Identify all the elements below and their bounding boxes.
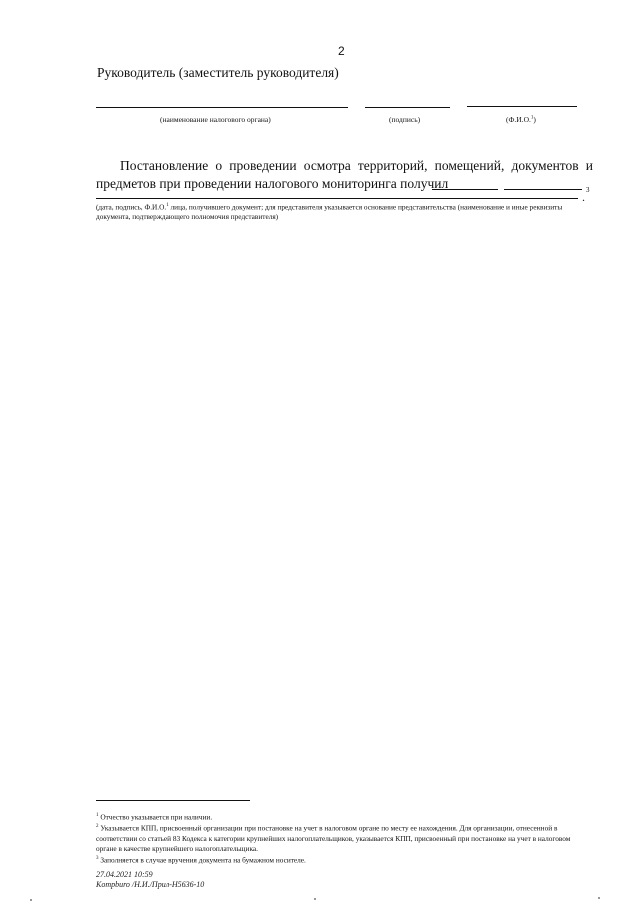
tax-authority-caption: (наименование налогового органа) bbox=[160, 115, 271, 124]
tax-authority-line bbox=[96, 107, 348, 108]
head-title: Руководитель (заместитель руководителя) bbox=[97, 65, 339, 80]
scan-speck bbox=[314, 898, 316, 900]
signature-line bbox=[365, 107, 450, 108]
statement-line-2: предметов при проведении налогового мониторинга получил bbox=[96, 176, 449, 191]
received-full-line bbox=[96, 198, 578, 199]
received-note-sup: 1 bbox=[166, 203, 169, 208]
statement-line-1: Постановление о проведении осмотра территорий, помещений, документов и bbox=[120, 158, 593, 173]
received-note: (дата, подпись, Ф.И.О.$^1$ лица, получившего документ; для представителя указывается основание представительства (наименование и иные реквизиты документа, подтверждающего полномочия представителя) bbox=[96, 202, 563, 222]
stamp-source: Kompburo /Н.И./Прил-Н5636-10 bbox=[96, 880, 205, 889]
scan-speck bbox=[30, 899, 32, 901]
signature-caption: (подпись) bbox=[389, 115, 421, 124]
page-number: 2 bbox=[338, 44, 345, 58]
footnote-rule bbox=[96, 800, 250, 801]
stamp-datetime: 27.04.2021 10:59 bbox=[96, 870, 153, 879]
statement-end-mark: . bbox=[582, 190, 585, 204]
fio-caption-sup: 1 bbox=[530, 115, 534, 121]
footnotes bbox=[96, 811, 590, 865]
statement-end-sup: 3 bbox=[586, 186, 590, 194]
received-fill-line bbox=[432, 189, 582, 190]
scan-speck bbox=[598, 897, 600, 899]
footnote-3: $^3$ Заполняется в случае вручения документа на бумажном носителе. bbox=[96, 855, 306, 865]
fio-line bbox=[467, 106, 577, 107]
footnote-1: $^1$ Отчество указывается при наличии. bbox=[96, 812, 213, 822]
footnote-2: $^2$ Указывается КПП, присвоенный организации при постановке на учет в налоговом органе по месту ее нахождения. Для организации, отнесенной в соответствии со статьей 83 Кодекса к категории крупнейших налогоплательщиков, указывается КПП, присвоенный при постановке на учет в налоговом органе в качестве крупнейшего налогоплательщика. bbox=[96, 823, 571, 853]
fio-caption: (Ф.И.О.$^1$) bbox=[506, 115, 536, 124]
document-stamp bbox=[96, 870, 204, 890]
